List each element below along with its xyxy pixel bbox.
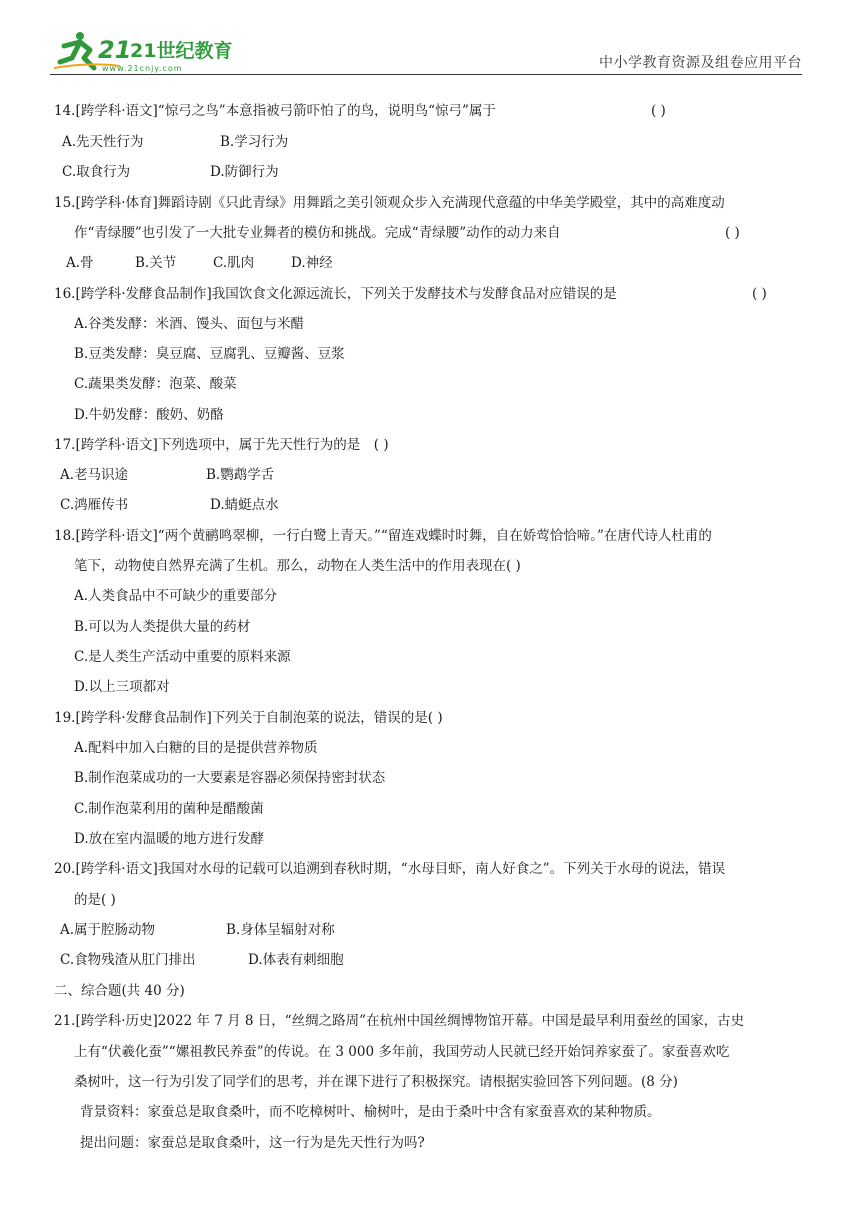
q19-option-a[interactable]: A.配料中加入白糖的目的是提供营养物质 (74, 740, 318, 756)
q19-option-b[interactable]: B.制作泡菜成功的一大要素是容器必须保持密封状态 (74, 770, 386, 786)
q20-option-b[interactable]: B.身体呈辐射对称 (226, 922, 335, 938)
q17-option-c[interactable]: C.鸿雁传书 (60, 497, 129, 513)
q14-stem: 14.[跨学科·语文]“惊弓之鸟”本意指被弓箭吓怕了的鸟，说明鸟“惊弓”属于 (54, 103, 496, 119)
q21-stem-line1: 21.[跨学科·历史]2022 年 7 月 8 日，“丝绸之路周”在杭州中国丝绸博物馆开幕。中国是最早利用蚕丝的国家，古史 (54, 1013, 745, 1029)
q21-stem-line3: 桑树叶，这一行为引发了同学们的思考，并在课下进行了积极探究。请根据实验回答下列问题。(8 分) (74, 1074, 678, 1090)
q15-option-d[interactable]: D.神经 (291, 255, 333, 271)
q18-option-b[interactable]: B.可以为人类提供大量的药材 (74, 619, 251, 635)
q15-option-c[interactable]: C.肌肉 (213, 255, 255, 271)
q15-option-a[interactable]: A.骨 (66, 255, 94, 271)
q18-option-c[interactable]: C.是人类生产活动中重要的原料来源 (74, 649, 291, 665)
q18-option-d[interactable]: D.以上三项都对 (74, 679, 170, 695)
q18-option-a[interactable]: A.人类食品中不可缺少的重要部分 (74, 588, 278, 604)
q15-stem-line1: 15.[跨学科·体育]舞蹈诗剧《只此青绿》用舞蹈之美引领观众步入充满现代意蕴的中华美学殿堂，其中的高难度动 (54, 195, 725, 211)
section-heading: 二、综合题(共 40 分) (54, 983, 185, 999)
q20-option-a[interactable]: A.属于腔肠动物 (60, 922, 156, 938)
q19-option-d[interactable]: D.放在室内温暖的地方进行发酵 (74, 831, 265, 847)
q15-option-b[interactable]: B.关节 (135, 255, 177, 271)
platform-name: 中小学教育资源及组卷应用平台 (599, 55, 802, 71)
q18-stem-line1: 18.[跨学科·语文]“两个黄鹂鸣翠柳，一行白鹭上青天。”“留连戏蝶时时舞，自在娇莺恰恰啼。”在唐代诗人杜甫的 (54, 528, 712, 544)
q21-question: 提出问题：家蚕总是取食桑叶，这一行为是先天性行为吗? (80, 1135, 425, 1151)
q14-option-c[interactable]: C.取食行为 (62, 164, 131, 180)
q14-option-b[interactable]: B.学习行为 (220, 134, 289, 150)
q16-stem: 16.[跨学科·发酵食品制作]我国饮食文化源远流长，下列关于发酵技术与发酵食品对应错误的是 (54, 286, 617, 302)
q16-option-c[interactable]: C.蔬果类发酵：泡菜、酸菜 (74, 376, 237, 392)
q16-option-d[interactable]: D.牛奶发酵：酸奶、奶酪 (74, 407, 224, 423)
logo-url: www.21cnjy.com (102, 64, 183, 73)
q14-option-a[interactable]: A.先天性行为 (62, 134, 144, 150)
q20-option-c[interactable]: C.食物残渣从肛门排出 (60, 952, 196, 968)
q15-stem-line2: 作“青绿腰”也引发了一大批专业舞者的模仿和挑战。完成“青绿腰”动作的动力来自 (74, 225, 561, 241)
q20-stem-line1: 20.[跨学科·语文]我国对水母的记载可以追溯到春秋时期，“水母目虾，南人好食之”。下列关于水母的说法，错误 (54, 861, 726, 877)
q20-stem-line2: 的是( ) (74, 892, 116, 908)
q17-option-d[interactable]: D.蜻蜓点水 (210, 497, 279, 513)
svg-text:21: 21 (98, 36, 132, 64)
q16-option-b[interactable]: B.豆类发酵：臭豆腐、豆腐乳、豆瓣酱、豆浆 (74, 346, 345, 362)
q14-option-d[interactable]: D.防御行为 (210, 164, 279, 180)
q17-option-b[interactable]: B.鹦鹉学舌 (206, 467, 275, 483)
q14-answer-blank[interactable]: ( ) (651, 103, 666, 119)
q19-stem: 19.[跨学科·发酵食品制作]下列关于自制泡菜的说法，错误的是( ) (54, 710, 443, 726)
q18-stem-line2: 笔下，动物使自然界充满了生机。那么，动物在人类生活中的作用表现在( ) (74, 558, 521, 574)
q16-answer-blank[interactable]: ( ) (752, 286, 767, 302)
q17-option-a[interactable]: A.老马识途 (60, 467, 129, 483)
q17-stem: 17.[跨学科·语文]下列选项中，属于先天性行为的是 ( ) (54, 437, 389, 453)
logo-text: 21世纪教育 (130, 40, 233, 62)
q20-option-d[interactable]: D.体表有刺细胞 (248, 952, 344, 968)
q21-background: 背景资料：家蚕总是取食桑叶，而不吃樟树叶、榆树叶，是由于桑叶中含有家蚕喜欢的某种物质。 (80, 1104, 661, 1120)
q19-option-c[interactable]: C.制作泡菜利用的菌种是醋酸菌 (74, 801, 264, 817)
q15-answer-blank[interactable]: ( ) (725, 225, 740, 241)
q16-option-a[interactable]: A.谷类发酵：米酒、馒头、面包与米醋 (74, 316, 305, 332)
q21-stem-line2: 上有“伏羲化蚕”“嫘祖教民养蚕”的传说。在 3 000 多年前，我国劳动人民就已经开始饲养家蚕了。家蚕喜欢吃 (74, 1044, 730, 1060)
